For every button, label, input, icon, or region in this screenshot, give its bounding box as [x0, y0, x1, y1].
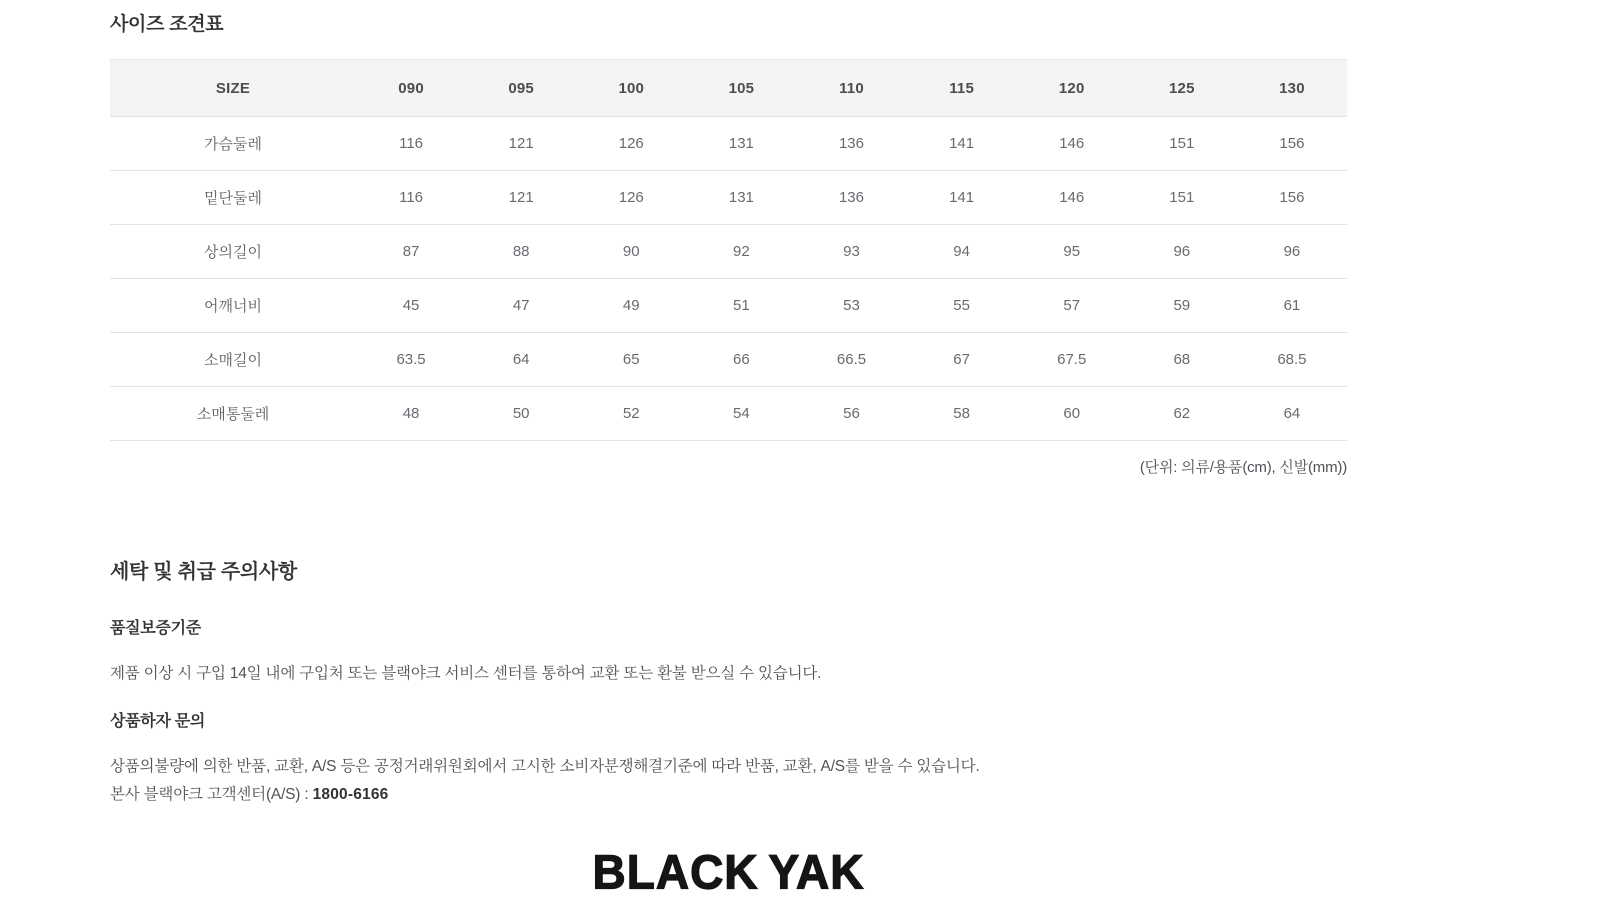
size-value-cell: 88 [466, 225, 576, 279]
size-value-cell: 146 [1017, 171, 1127, 225]
defect-inquiry-text [110, 753, 1347, 809]
care-section [110, 560, 1347, 809]
size-value-cell: 50 [466, 387, 576, 441]
size-table-header-row [110, 60, 1347, 117]
size-col-header: 110 [796, 60, 906, 117]
brand-footer [110, 844, 1347, 900]
table-row-sleeve-length [110, 333, 1347, 387]
size-value-cell: 136 [796, 171, 906, 225]
defect-body-line: 상품의불량에 의한 반품, 교환, A/S 등은 공정거래위원회에서 고시한 소비자분쟁해결기준에 따라 반품, 교환, A/S를 받을 수 있습니다. [110, 758, 980, 775]
size-value-cell: 121 [466, 117, 576, 171]
table-row-top-length [110, 225, 1347, 279]
size-value-cell: 90 [576, 225, 686, 279]
table-row-shoulder [110, 279, 1347, 333]
size-value-cell: 67.5 [1017, 333, 1127, 387]
size-value-cell: 66 [686, 333, 796, 387]
size-value-cell: 51 [686, 279, 796, 333]
size-value-cell: 61 [1237, 279, 1347, 333]
size-col-header: 115 [907, 60, 1017, 117]
size-value-cell: 121 [466, 171, 576, 225]
quality-standard-text: 제품 이상 시 구입 14일 내에 구입처 또는 블랙야크 서비스 센터를 통하여 교환 또는 환불 받으실 수 있습니다. [110, 665, 822, 682]
size-value-cell: 116 [356, 117, 466, 171]
size-value-cell: 68.5 [1237, 333, 1347, 387]
blackyak-logo [592, 844, 865, 900]
size-value-cell: 54 [686, 387, 796, 441]
size-value-cell: 53 [796, 279, 906, 333]
quality-standard-heading: 품질보증기준 [110, 620, 201, 637]
size-col-header: 120 [1017, 60, 1127, 117]
size-col-header: 090 [356, 60, 466, 117]
row-label: 가슴둘레 [110, 117, 356, 171]
size-value-cell: 156 [1237, 171, 1347, 225]
size-value-cell: 131 [686, 171, 796, 225]
size-value-cell: 56 [796, 387, 906, 441]
row-label: 소매길이 [110, 333, 356, 387]
row-label: 소매통둘레 [110, 387, 356, 441]
size-value-cell: 55 [907, 279, 1017, 333]
size-value-cell: 87 [356, 225, 466, 279]
table-row-hem [110, 171, 1347, 225]
size-value-cell: 49 [576, 279, 686, 333]
size-value-cell: 57 [1017, 279, 1127, 333]
size-value-cell: 96 [1127, 225, 1237, 279]
defect-inquiry-heading: 상품하자 문의 [110, 713, 206, 730]
size-value-cell: 146 [1017, 117, 1127, 171]
size-value-cell: 94 [907, 225, 1017, 279]
size-value-cell: 96 [1237, 225, 1347, 279]
size-value-cell: 59 [1127, 279, 1237, 333]
size-chart-section [110, 14, 1347, 900]
unit-note: (단위: 의류/용품(cm), 신발(mm)) [1139, 459, 1347, 476]
size-value-cell: 156 [1237, 117, 1347, 171]
size-value-cell: 131 [686, 117, 796, 171]
size-col-header: SIZE [110, 60, 356, 117]
size-value-cell: 151 [1127, 117, 1237, 171]
size-value-cell: 63.5 [356, 333, 466, 387]
size-value-cell: 141 [907, 117, 1017, 171]
size-value-cell: 66.5 [796, 333, 906, 387]
size-value-cell: 126 [576, 117, 686, 171]
size-value-cell: 93 [796, 225, 906, 279]
size-value-cell: 68 [1127, 333, 1237, 387]
logo-text-yak: YAK [768, 844, 865, 900]
size-col-header: 125 [1127, 60, 1237, 117]
size-table [110, 59, 1347, 441]
size-value-cell: 48 [356, 387, 466, 441]
size-value-cell: 67 [907, 333, 1017, 387]
row-label: 밑단둘레 [110, 171, 356, 225]
size-value-cell: 116 [356, 171, 466, 225]
size-value-cell: 141 [907, 171, 1017, 225]
size-col-header: 095 [466, 60, 576, 117]
size-chart-title: 사이즈 조견표 [110, 14, 224, 35]
contact-phone: 1800-6166 [312, 786, 389, 803]
care-section-title: 세탁 및 취급 주의사항 [110, 561, 297, 583]
size-value-cell: 58 [907, 387, 1017, 441]
table-row-sleeve-width [110, 387, 1347, 441]
size-value-cell: 92 [686, 225, 796, 279]
row-label: 어깨너비 [110, 279, 356, 333]
size-value-cell: 52 [576, 387, 686, 441]
size-col-header: 100 [576, 60, 686, 117]
size-value-cell: 95 [1017, 225, 1127, 279]
size-value-cell: 45 [356, 279, 466, 333]
contact-label: 본사 블랙야크 고객센터(A/S) : [110, 786, 313, 803]
logo-text-black: BLACK [592, 844, 759, 900]
size-value-cell: 126 [576, 171, 686, 225]
size-value-cell: 64 [1237, 387, 1347, 441]
size-col-header: 130 [1237, 60, 1347, 117]
size-value-cell: 64 [466, 333, 576, 387]
size-col-header: 105 [686, 60, 796, 117]
size-value-cell: 136 [796, 117, 906, 171]
row-label: 상의길이 [110, 225, 356, 279]
size-value-cell: 60 [1017, 387, 1127, 441]
size-value-cell: 65 [576, 333, 686, 387]
size-value-cell: 151 [1127, 171, 1237, 225]
table-row-chest [110, 117, 1347, 171]
contact-line [110, 786, 389, 803]
size-value-cell: 62 [1127, 387, 1237, 441]
size-value-cell: 47 [466, 279, 576, 333]
